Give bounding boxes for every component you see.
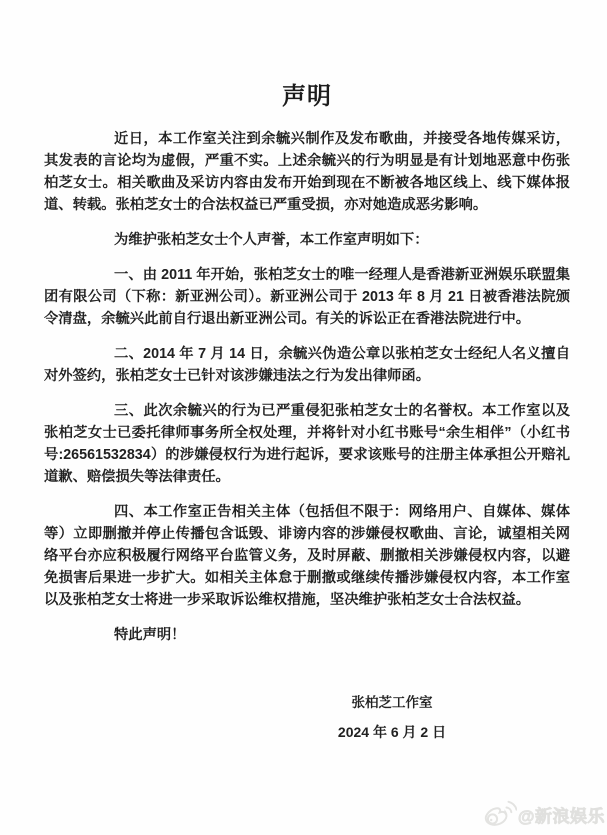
weibo-logo-icon bbox=[479, 797, 517, 831]
statement-intro-paragraph: 近日，本工作室关注到余毓兴制作及发布歌曲，并接受各地传媒采访，其发表的言论均为虚假，严重不实。上述余毓兴的行为明显是有计划地恶意中伤张柏芝女士。相关歌曲及采访内容由发布开始到现在不断被各地区线上、线下媒体报道、转载。张柏芝女士的合法权益已严重受损，亦对她造成恶劣影响。 bbox=[44, 131, 570, 213]
document-title: 声明 bbox=[282, 83, 332, 110]
signature-name: 张柏芝工作室 bbox=[351, 695, 433, 710]
statement-item-3: 三、此次余毓兴的行为已严重侵犯张柏芝女士的名誉权。本工作室以及张柏芝女士已委托律师事务所全权处理，并将针对小红书账号“余生相伴”（小红书号:26561532834）的涉嫌侵权行为进行起诉，要求该账号的注册主体承担公开赔礼道歉、赔偿损失等法律责任。 bbox=[44, 403, 570, 485]
statement-closing-line: 特此声明！ bbox=[114, 627, 186, 643]
signature-block bbox=[292, 692, 492, 743]
statement-item-2: 二、2014 年 7 月 14 日，余毓兴伪造公章以张柏芝女士经纪人名义擅自对外签约，张柏芝女士已针对该涉嫌违法之行为发出律师函。 bbox=[44, 346, 570, 384]
statement-item-1: 一、由 2011 年开始，张柏芝女士的唯一经理人是香港新亚洲娱乐联盟集团有限公司（下称：新亚洲公司）。新亚洲公司于 2013 年 8 月 21 日被香港法院颁令清盘，余毓兴此前自行退出新亚洲公司。有关的诉讼正在香港法院进行中。 bbox=[44, 267, 570, 327]
watermark-label: @新浪娱乐 bbox=[517, 806, 605, 826]
watermark bbox=[479, 797, 605, 831]
signature-date: 2024 年 6 月 2 日 bbox=[337, 724, 447, 740]
statement-lead-in-paragraph: 为维护张柏芝女士个人声誉，本工作室声明如下： bbox=[114, 232, 429, 248]
statement-item-4: 四、本工作室正告相关主体（包括但不限于：网络用户、自媒体、媒体等）立即删撤并停止传播包含诋毁、诽谤内容的涉嫌侵权歌曲、言论，诚望相关网络平台亦应积极履行网络平台监管义务，及时屏蔽、删撤相关涉嫌侵权内容，以避免损害后果进一步扩大。如相关主体怠于删撤或继续传播涉嫌侵权内容，本工作室以及张柏芝女士将进一步采取诉讼维权措施，坚决维护张柏芝女士合法权益。 bbox=[44, 504, 570, 608]
statement-body bbox=[44, 83, 570, 743]
